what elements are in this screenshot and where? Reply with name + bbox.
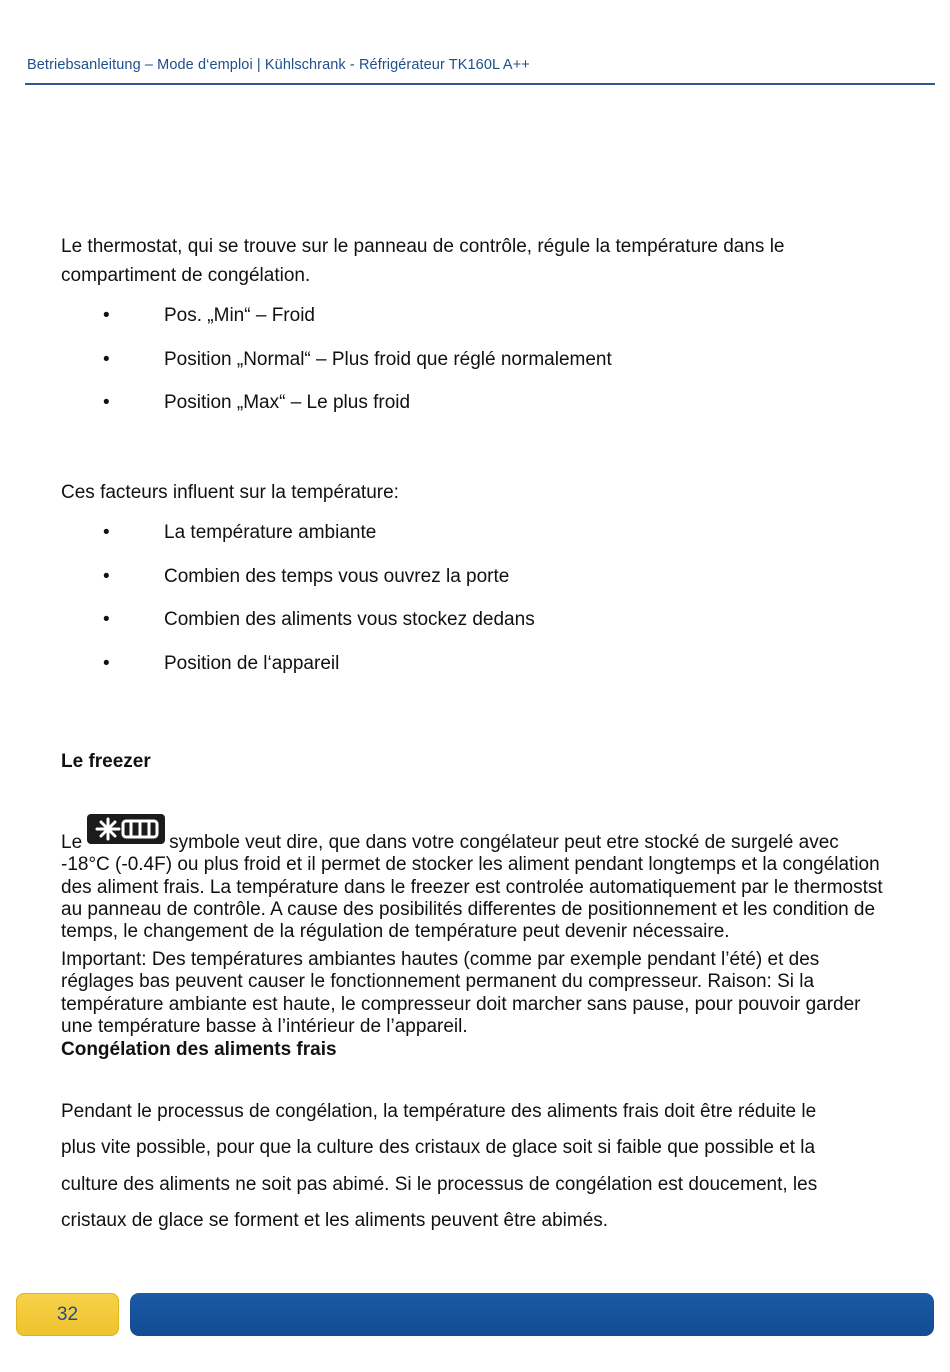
freezer-heading: Le freezer (61, 751, 151, 772)
list-item (0, 305, 950, 333)
list-item (0, 566, 950, 594)
page-number: 32 (56, 1304, 79, 1325)
list-item-text: Position „Max“ – Le plus froid (164, 392, 411, 413)
bullet-icon: • (103, 566, 110, 587)
page-number-badge (16, 1293, 119, 1336)
bullet-icon: • (103, 609, 110, 630)
freezer-symbol-paragraph (61, 814, 891, 943)
header-divider (25, 83, 935, 85)
footer-bar (130, 1293, 934, 1336)
thermostat-intro: Le thermostat, qui se trouve sur le panneau de contrôle, régule la température dans le compartiment de congélation. (61, 236, 785, 286)
freezer-stars-icon (87, 814, 165, 844)
fresh-food-heading: Congélation des aliments frais (61, 1039, 337, 1060)
symbol-prefix: Le (61, 832, 83, 853)
list-item (0, 349, 950, 377)
bullet-icon: • (103, 653, 110, 674)
important-note: Important: Des températures ambiantes hautes (comme par exemple pendant l’été) et des réglages bas peuvent causer le fonctionnement permanent du compresseur. Raison: Si la température ambiante est haute, le compresseur doit marcher sans pause, pour pouvoir garder une température basse à l’intérieur de l’appareil. (61, 949, 861, 1037)
bullet-icon: • (103, 522, 110, 543)
list-item-text: Position „Normal“ – Plus froid que réglé normalement (164, 349, 612, 370)
list-item-text: La température ambiante (164, 522, 377, 543)
list-item-text: Pos. „Min“ – Froid (164, 305, 315, 326)
bullet-icon: • (103, 305, 110, 326)
list-item (0, 392, 950, 420)
factors-intro: Ces facteurs influent sur la température: (61, 482, 399, 503)
list-item (0, 609, 950, 637)
fresh-food-paragraph: Pendant le processus de congélation, la température des aliments frais doit être réduite le plus vite possible, pour que la culture des cristaux de glace soit si faible que possible et la culture des aliments ne soit pas abimé. Si le processus de congélation est doucement, les cristaux de glace se forment et les aliments peuvent être abimés. (61, 1101, 818, 1231)
symbol-description: symbole veut dire, que dans votre congélateur peut etre stocké de surgelé avec -18°C (-0.4F) ou plus froid et il permet de stocker les aliment pendant longtemps et la congélation des aliment frais. La température dans le freezer est controlée automatiquement par le thermostst au panneau de contrôle. A cause des posibilités differentes de positionnement et les condition de temps, le changement de la régulation de température peut devenir nécessaire. (61, 832, 883, 943)
list-item (0, 522, 950, 550)
bullet-icon: • (103, 349, 110, 370)
list-item-text: Position de l‘appareil (164, 653, 340, 674)
bullet-icon: • (103, 392, 110, 413)
list-item (0, 653, 950, 681)
list-item-text: Combien des temps vous ouvrez la porte (164, 566, 510, 587)
page-header-title: Betriebsanleitung – Mode d‘emploi | Kühlschrank - Réfrigérateur TK160L A++ (27, 57, 530, 73)
list-item-text: Combien des aliments vous stockez dedans (164, 609, 535, 630)
